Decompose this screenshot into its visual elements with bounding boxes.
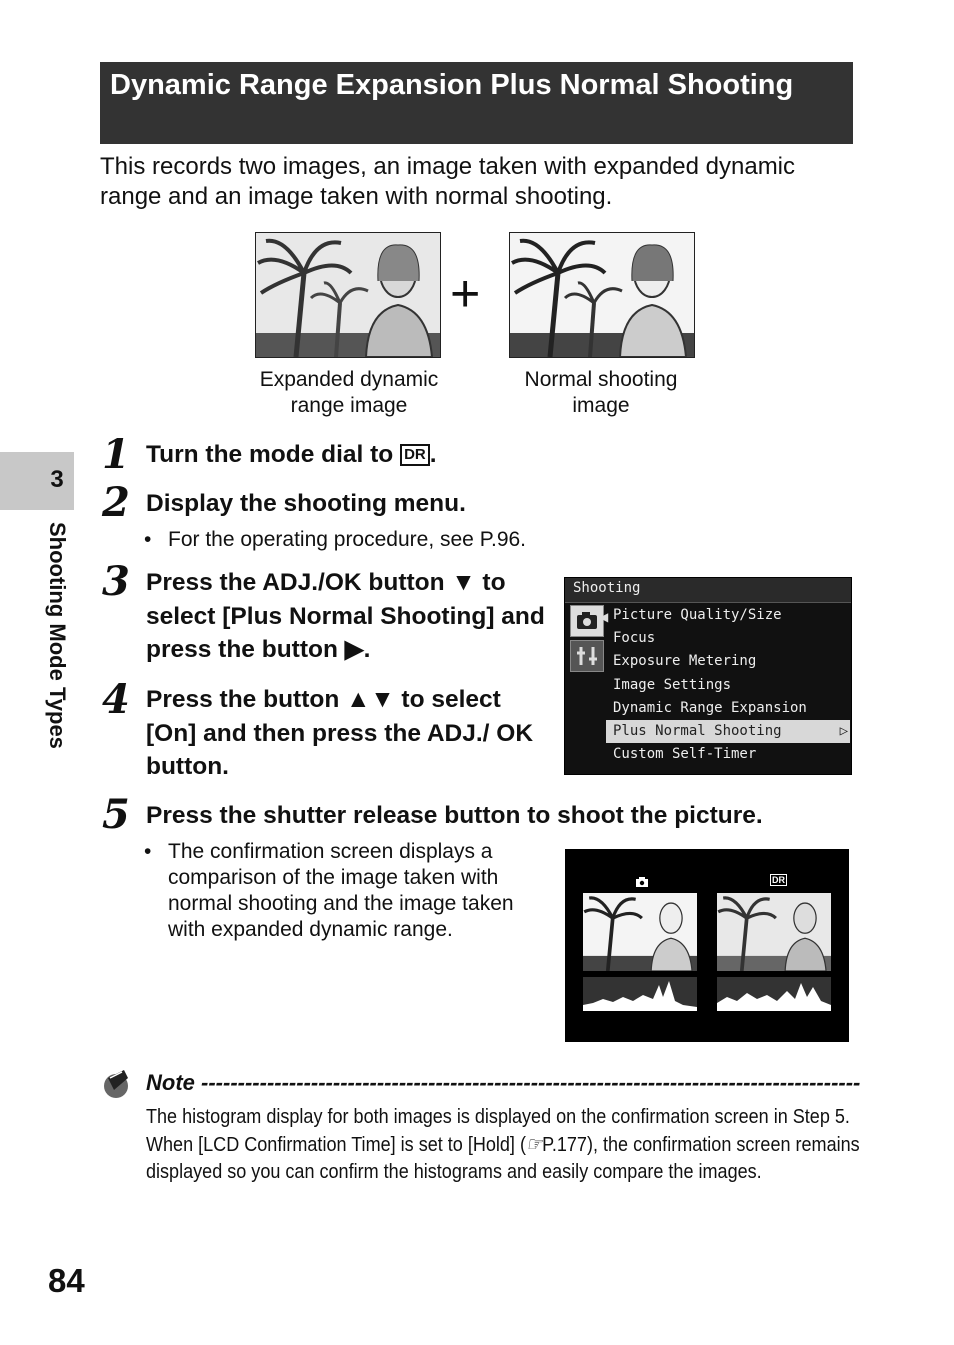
arrow-right-icon: ▷	[839, 722, 848, 739]
dr-preview-thumbnail	[717, 893, 831, 971]
chapter-label: Shooting Mode Types	[45, 522, 70, 749]
step-number: 2	[102, 479, 130, 526]
step-2-text: Display the shooting menu.	[146, 490, 466, 517]
step-4-text: Press the button ▲▼ to select [On] and then press the ADJ./ OK button.	[146, 686, 534, 780]
camera-icon	[635, 875, 649, 893]
menu-item[interactable]: Dynamic Range Expansion	[613, 699, 807, 716]
step-2-bullet: • For the operating procedure, see P.96.	[144, 528, 527, 551]
dr-mode-icon: DR	[400, 444, 430, 466]
step-5-text: Press the shutter release button to shoot the picture.	[146, 802, 763, 829]
expanded-range-photo	[255, 232, 441, 358]
menu-item[interactable]: Image Settings	[613, 676, 732, 693]
section-title-bar	[100, 62, 853, 144]
setup-tab-icon	[570, 640, 604, 672]
dr-icon: DR	[772, 875, 785, 885]
step-number: 3	[102, 558, 130, 605]
normal-histogram	[583, 977, 697, 1011]
shooting-menu-screenshot	[564, 577, 852, 775]
chapter-number: 3	[50, 466, 64, 493]
section-title: Dynamic Range Expansion Plus Normal Shooting	[110, 69, 794, 101]
step-1-text: Turn the mode dial to DR .	[146, 441, 437, 468]
step-number: 4	[102, 676, 130, 723]
arrow-left-icon: ◀	[599, 610, 609, 624]
confirmation-screen-screenshot	[565, 849, 849, 1042]
normal-shooting-caption: Normal shooting image	[524, 368, 678, 417]
step-number: 1	[102, 431, 130, 478]
menu-list	[606, 604, 850, 766]
reference-icon: ☞	[525, 1132, 543, 1156]
step-5-bullet: • The confirmation screen displays a comparison of the image taken with normal shooting and the image taken with expanded dynamic range.	[144, 840, 514, 941]
dr-histogram	[717, 977, 831, 1011]
normal-shooting-photo	[509, 232, 695, 358]
plus-sign: +	[450, 265, 481, 323]
menu-item[interactable]: Picture Quality/Size	[613, 607, 782, 623]
expanded-range-caption: Expanded dynamic range image	[259, 368, 439, 417]
page-number: 84	[48, 1262, 85, 1299]
note-icon	[102, 1068, 132, 1105]
menu-item-selected[interactable]: Plus Normal Shooting ▷	[606, 720, 850, 743]
menu-header: Shooting	[565, 578, 851, 603]
note-text: The histogram display for both images is displayed on the confirmation screen in Step 5. When [LCD Confirmation Time] is set to [Hold] (☞P.177), the confirmation screen remains displayed so you can confirm the histograms and easily compare the images.	[146, 1105, 860, 1183]
menu-item[interactable]: Exposure Metering	[613, 653, 757, 670]
note-title: Note ------------------------------------------------------------------------------------------	[146, 1070, 861, 1095]
step-number: 5	[102, 791, 130, 838]
menu-item[interactable]: Custom Self-Timer	[613, 746, 757, 763]
step-3-text: Press the ADJ./OK button ▼ to select [Plus Normal Shooting] and press the button ▶.	[146, 569, 545, 663]
normal-preview-thumbnail	[583, 893, 697, 971]
intro-paragraph: This records two images, an image taken with expanded dynamic range and an image taken with normal shooting.	[100, 153, 796, 210]
menu-item[interactable]: Focus	[613, 630, 656, 647]
